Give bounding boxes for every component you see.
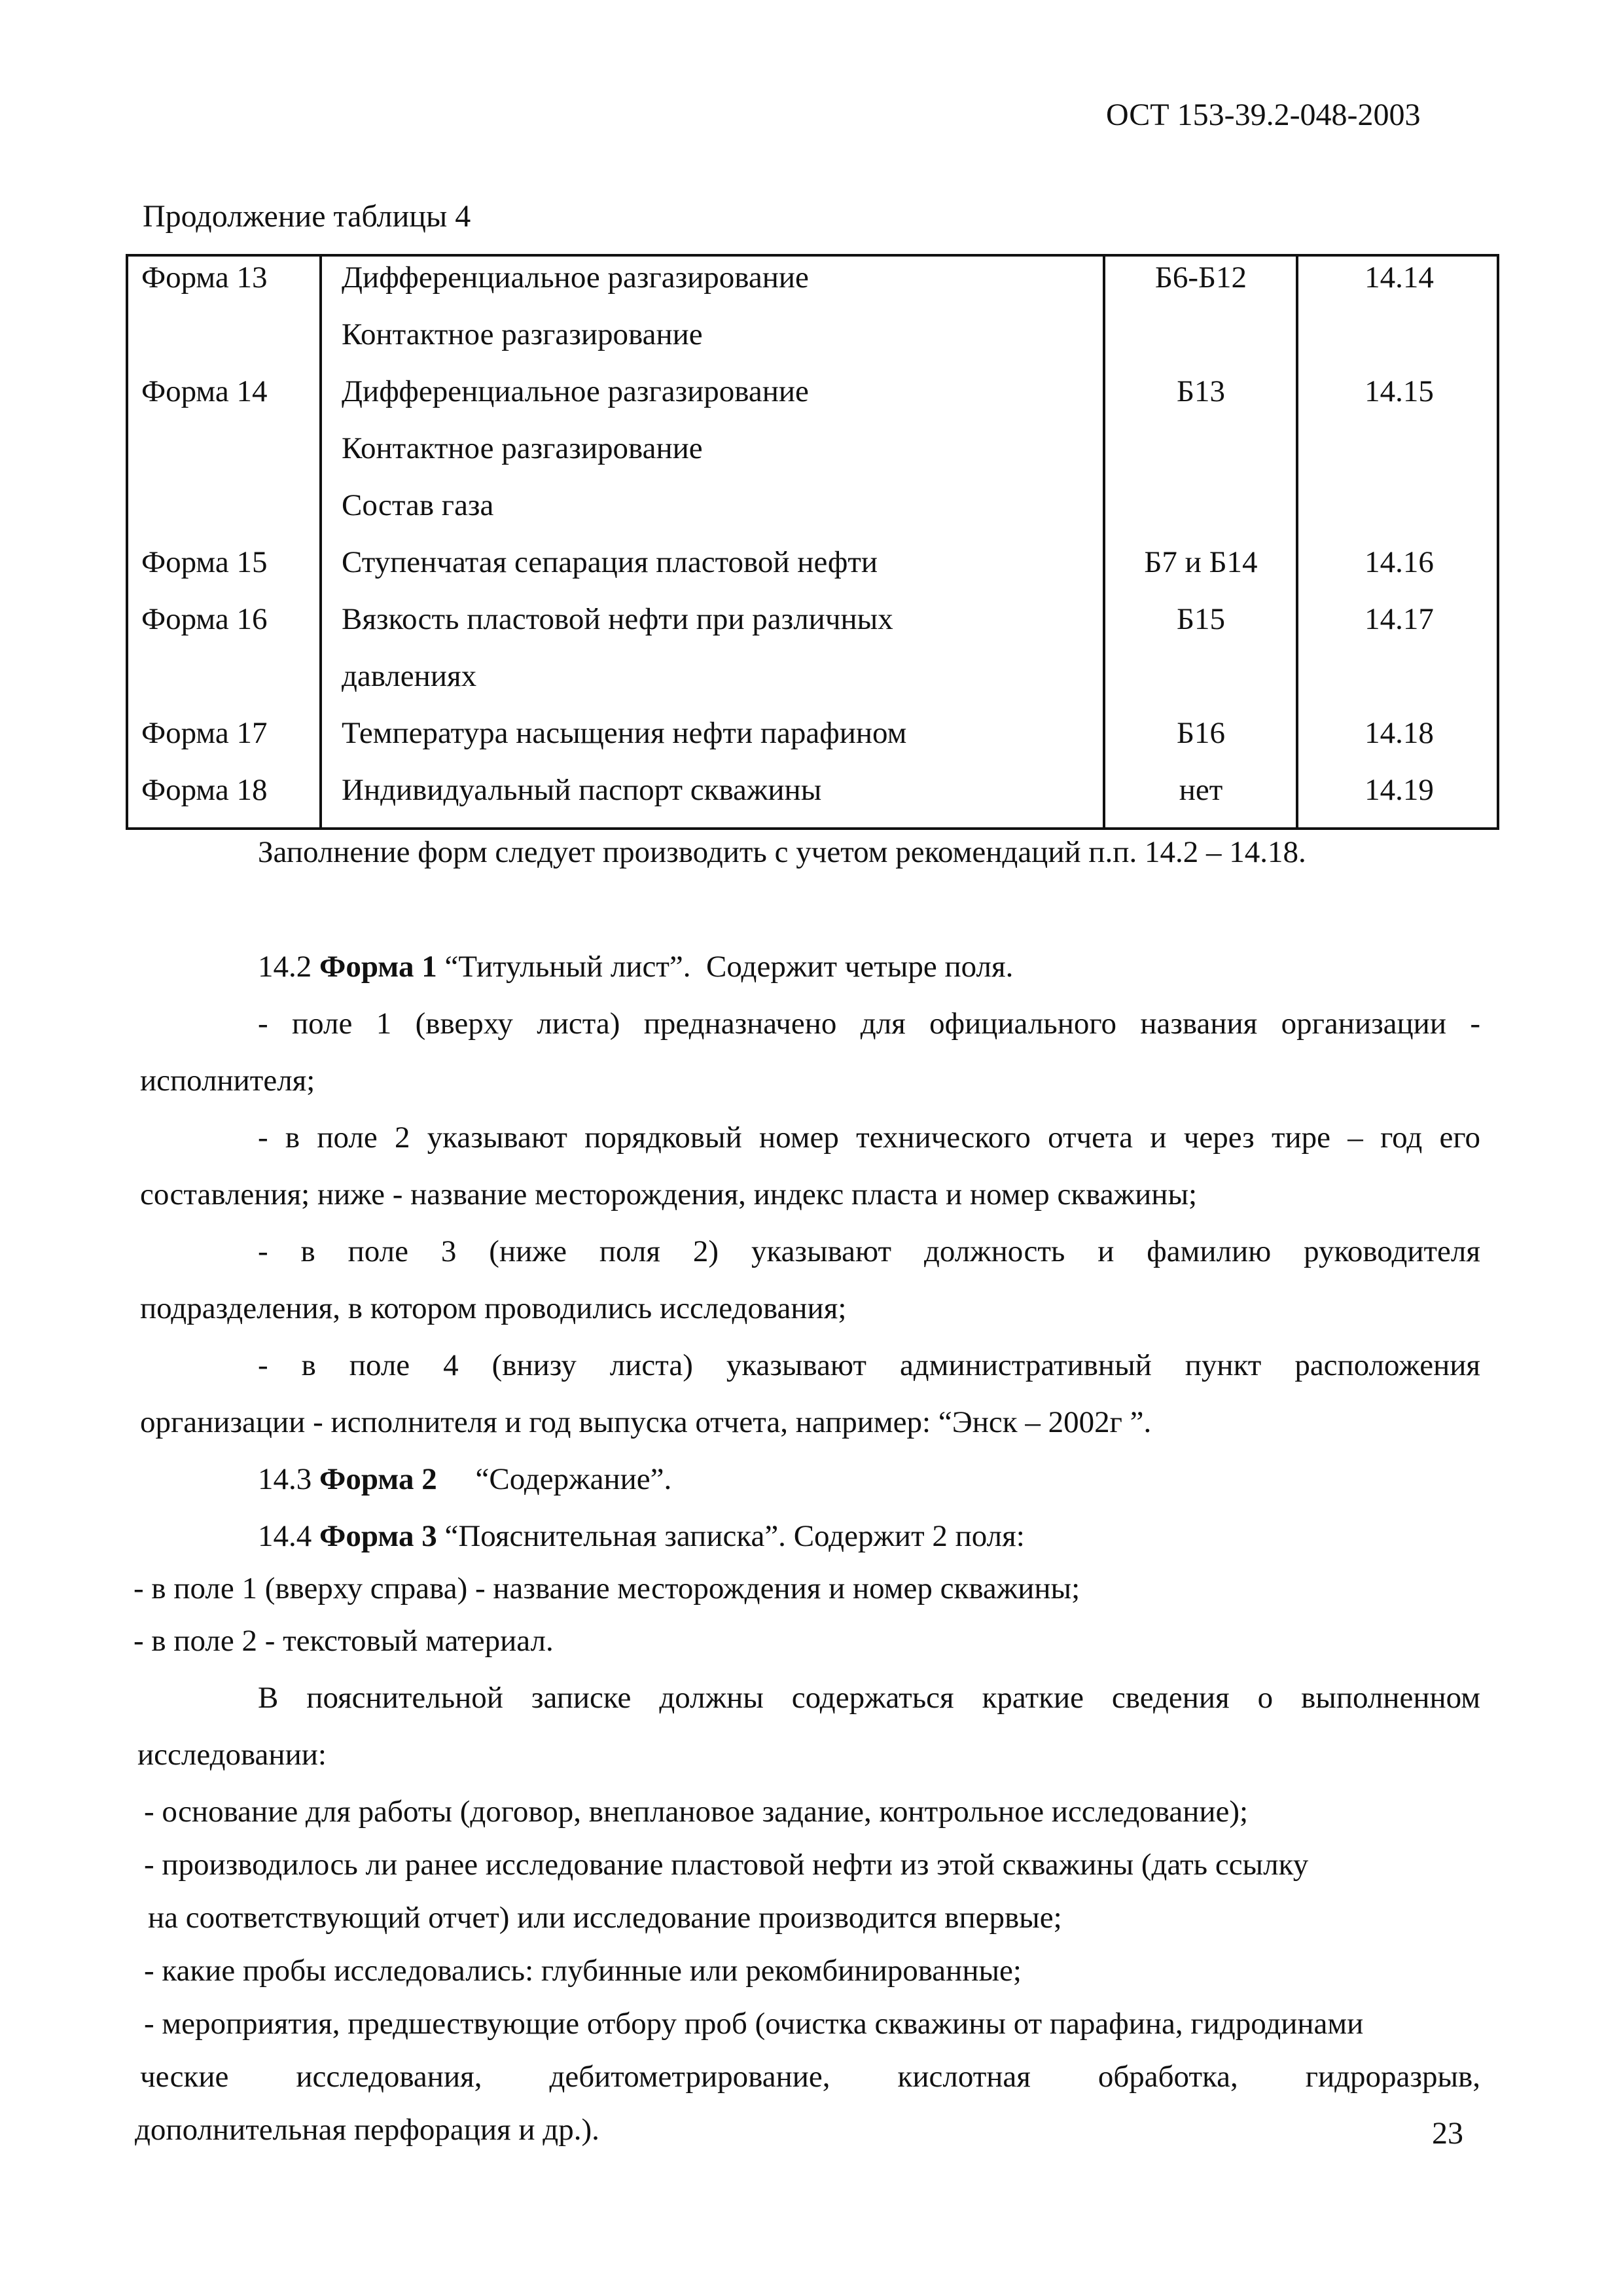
bullet-item: - какие пробы исследовались: глубинные или рекомбинированные;: [144, 1954, 1022, 1988]
table-cell-section: 14.17: [1364, 602, 1434, 636]
table-cell-code: Б13: [1177, 374, 1225, 408]
paragraph-line: исследовании:: [137, 1738, 327, 1772]
table-cell-description: Ступенчатая сепарация пластовой нефти: [342, 545, 878, 579]
table-cell-section: 14.15: [1364, 374, 1434, 408]
form-name: Форма 3: [319, 1519, 437, 1553]
table-divider: [1103, 254, 1105, 830]
paragraph-line: - в поле 2 - текстовый материал.: [134, 1624, 554, 1658]
table-cell-description: Температура насыщения нефти парафином: [342, 716, 907, 750]
fill-note: Заполнение форм следует производить с учетом рекомендаций п.п. 14.2 – 14.18.: [258, 835, 1306, 869]
paragraph-line: - в поле 2 указывают порядковый номер технического отчета и через тире – год его: [258, 1121, 1480, 1155]
section-number: 14.4: [258, 1519, 312, 1553]
form-name: Форма 1: [319, 950, 437, 984]
table-cell-description: Дифференциальное разгазирование: [342, 374, 809, 408]
table-cell-section: 14.18: [1364, 716, 1434, 750]
paragraph-line: организации - исполнителя и год выпуска отчета, например: “Энск – 2002г ”.: [140, 1405, 1152, 1439]
page-number: 23: [1432, 2116, 1463, 2151]
table-cell-form: Форма 14: [141, 374, 268, 408]
bullet-item: дополнительная перфорация и др.).: [135, 2113, 599, 2147]
table-cell-description: Контактное разгазирование: [342, 431, 703, 465]
section-text: Содержит четыре поля.: [706, 950, 1014, 984]
table-cell-form: Форма 15: [141, 545, 268, 579]
table-cell-form: Форма 16: [141, 602, 268, 636]
form-title: “Содержание”.: [475, 1462, 672, 1496]
bullet-item: на соответствующий отчет) или исследование производится впервые;: [148, 1901, 1062, 1935]
paragraph-line: исполнителя;: [140, 1064, 315, 1098]
table-cell-code: Б6-Б12: [1154, 260, 1247, 295]
table-cell-form: Форма 18: [141, 773, 268, 807]
section-14-3: [258, 1462, 671, 1497]
bullet-item: - мероприятия, предшествующие отбору проб (очистка скважины от парафина, гидродинами: [144, 2007, 1364, 2041]
table-cell-description: давлениях: [342, 659, 477, 693]
form-title: “Пояснительная записка”.: [444, 1519, 786, 1553]
table-cell-code: Б7 и Б14: [1144, 545, 1258, 579]
table-cell-section: 14.19: [1364, 773, 1434, 807]
table-cell-description: Контактное разгазирование: [342, 317, 703, 351]
bullet-item: - основание для работы (договор, внеплановое задание, контрольное исследование);: [144, 1795, 1249, 1829]
section-14-2: [258, 949, 1013, 984]
table-cell-section: 14.16: [1364, 545, 1434, 579]
table-divider: [319, 254, 322, 830]
paragraph-line: - в поле 4 (внизу листа) указывают административный пункт расположения: [258, 1348, 1480, 1382]
section-number: 14.3: [258, 1462, 312, 1496]
table-cell-form: Форма 13: [141, 260, 268, 295]
section-text: Содержит 2 поля:: [793, 1519, 1025, 1553]
paragraph-line: В пояснительной записке должны содержаться краткие сведения о выполненном: [258, 1681, 1480, 1715]
paragraph-line: - поле 1 (вверху листа) предназначено для официального названия организации -: [258, 1007, 1480, 1041]
table-cell-description: Вязкость пластовой нефти при различных: [342, 602, 893, 636]
table-cell-description: Состав газа: [342, 488, 494, 522]
table-divider: [1296, 254, 1298, 830]
document-code: ОСТ 153-39.2-048-2003: [1106, 98, 1421, 132]
section-number: 14.2: [258, 950, 312, 984]
table-cell-description: Индивидуальный паспорт скважины: [342, 773, 822, 807]
bullet-item: ческие исследования, дебитометрирование, кислотная обработка, гидроразрыв,: [140, 2060, 1480, 2094]
table-cell-code: Б15: [1177, 602, 1225, 636]
form-title: “Титульный лист”.: [444, 950, 691, 984]
table-cell-code: Б16: [1177, 716, 1225, 750]
form-name: Форма 2: [319, 1462, 437, 1496]
table-cell-section: 14.14: [1364, 260, 1434, 295]
paragraph-line: - в поле 1 (вверху справа) - название месторождения и номер скважины;: [134, 1571, 1080, 1605]
paragraph-line: подразделения, в котором проводились исследования;: [140, 1291, 847, 1325]
paragraph-line: составления; ниже - название месторождения, индекс пласта и номер скважины;: [140, 1177, 1198, 1211]
table-cell-form: Форма 17: [141, 716, 268, 750]
section-14-4: [258, 1518, 1025, 1554]
table-cell-description: Дифференциальное разгазирование: [342, 260, 809, 295]
table-cell-code: нет: [1179, 773, 1223, 807]
table-caption: Продолжение таблицы 4: [143, 199, 471, 234]
bullet-item: - производилось ли ранее исследование пластовой нефти из этой скважины (дать ссылку: [144, 1848, 1309, 1882]
paragraph-line: - в поле 3 (ниже поля 2) указывают должность и фамилию руководителя: [258, 1234, 1480, 1268]
